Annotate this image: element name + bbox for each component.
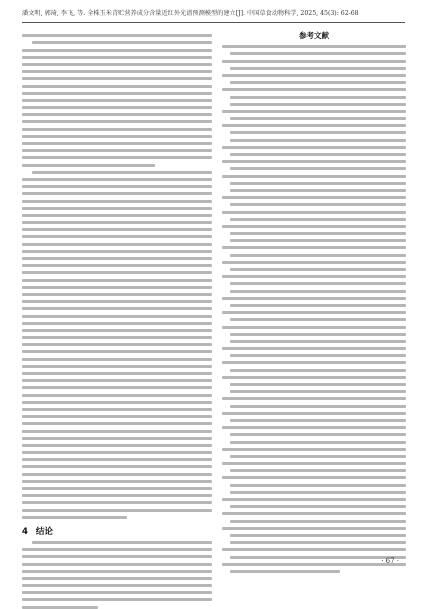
text-line xyxy=(22,185,212,188)
text-line xyxy=(22,358,212,361)
text-line xyxy=(22,372,212,375)
reference-line xyxy=(230,419,406,422)
text-line xyxy=(32,171,212,174)
text-line xyxy=(22,591,212,594)
text-line xyxy=(22,250,212,253)
reference-line xyxy=(222,426,406,429)
text-line xyxy=(22,300,212,303)
reference-line xyxy=(222,160,406,163)
reference-line xyxy=(230,340,406,343)
text-line xyxy=(22,34,212,37)
text-line xyxy=(22,494,212,497)
text-line xyxy=(22,99,212,102)
text-line xyxy=(22,257,212,260)
reference-line xyxy=(230,117,406,120)
text-line xyxy=(22,56,212,59)
reference-line xyxy=(222,548,406,551)
reference-line xyxy=(222,261,406,264)
text-line xyxy=(22,279,212,282)
reference-line xyxy=(222,45,406,48)
text-line xyxy=(22,49,212,52)
reference-line xyxy=(230,556,406,559)
text-line xyxy=(22,444,212,447)
text-line xyxy=(22,458,212,461)
text-line xyxy=(22,286,212,289)
text-line xyxy=(22,555,212,558)
text-line xyxy=(22,577,212,580)
reference-line xyxy=(222,297,406,300)
section-title: 结论 xyxy=(35,526,53,537)
body-column xyxy=(22,30,212,609)
reference-line xyxy=(230,570,340,573)
reference-line xyxy=(230,167,406,170)
text-line xyxy=(22,563,212,566)
text-line xyxy=(22,379,212,382)
text-line xyxy=(22,408,212,411)
reference-line xyxy=(222,527,406,530)
text-line xyxy=(22,516,127,519)
reference-line xyxy=(222,196,406,199)
reference-line xyxy=(230,153,406,156)
reference-line xyxy=(222,326,406,329)
reference-line xyxy=(230,189,406,192)
reference-line xyxy=(222,88,406,91)
text-line xyxy=(22,322,212,325)
text-line xyxy=(22,92,212,95)
text-line xyxy=(22,451,212,454)
reference-line xyxy=(230,139,406,142)
reference-line xyxy=(230,96,406,99)
text-line xyxy=(22,85,212,88)
text-line xyxy=(22,350,212,353)
text-line xyxy=(22,228,212,231)
text-line xyxy=(22,235,212,238)
reference-line xyxy=(222,146,406,149)
references-column xyxy=(222,30,406,573)
reference-line xyxy=(230,268,406,271)
reference-line xyxy=(230,541,406,544)
text-line xyxy=(22,570,212,573)
text-line xyxy=(22,113,212,116)
text-line xyxy=(22,365,212,368)
reference-line xyxy=(230,318,406,321)
text-line xyxy=(22,401,212,404)
reference-line xyxy=(230,232,406,235)
reference-line xyxy=(222,347,406,350)
reference-line xyxy=(230,441,406,444)
text-line xyxy=(22,221,212,224)
section-heading xyxy=(22,525,212,537)
text-line xyxy=(22,480,212,483)
text-line xyxy=(22,487,212,490)
reference-line xyxy=(222,211,406,214)
reference-line xyxy=(222,124,406,127)
reference-line xyxy=(230,239,406,242)
text-line xyxy=(22,430,212,433)
reference-line xyxy=(230,131,406,134)
text-line xyxy=(22,394,212,397)
text-line xyxy=(22,343,212,346)
reference-line xyxy=(222,311,406,314)
text-line xyxy=(22,307,212,310)
reference-line xyxy=(222,512,406,515)
reference-line xyxy=(230,304,406,307)
text-line xyxy=(22,336,212,339)
reference-line xyxy=(230,369,406,372)
reference-line xyxy=(230,484,406,487)
reference-line xyxy=(230,390,406,393)
reference-line xyxy=(230,52,406,55)
reference-line xyxy=(222,74,406,77)
reference-line xyxy=(230,67,406,70)
page-number: · 67 · xyxy=(381,557,399,565)
text-line xyxy=(22,70,212,73)
text-line xyxy=(22,142,212,145)
text-line xyxy=(22,415,212,418)
reference-line xyxy=(230,290,406,293)
text-line xyxy=(22,329,212,332)
reference-line xyxy=(230,254,406,257)
reference-line xyxy=(230,491,406,494)
text-line xyxy=(22,207,212,210)
text-line xyxy=(22,149,212,152)
reference-line xyxy=(222,397,406,400)
text-line xyxy=(22,293,212,296)
text-line xyxy=(22,386,212,389)
reference-line xyxy=(230,383,406,386)
text-line xyxy=(22,501,212,504)
reference-line xyxy=(222,175,406,178)
reference-line xyxy=(222,225,406,228)
reference-line xyxy=(222,60,406,63)
text-line xyxy=(22,548,212,551)
reference-line xyxy=(230,520,406,523)
text-line xyxy=(22,271,212,274)
text-line xyxy=(22,243,212,246)
reference-line xyxy=(230,333,406,336)
text-line xyxy=(22,164,155,167)
text-line xyxy=(22,106,212,109)
reference-line xyxy=(222,412,406,415)
text-line xyxy=(22,465,212,468)
text-line xyxy=(22,214,212,217)
text-line xyxy=(22,509,212,512)
text-line xyxy=(22,156,212,159)
reference-line xyxy=(230,182,406,185)
text-line xyxy=(22,584,212,587)
reference-line xyxy=(230,455,406,458)
reference-line xyxy=(222,275,406,278)
running-header xyxy=(22,8,405,23)
text-line xyxy=(22,598,212,601)
reference-line xyxy=(222,498,406,501)
reference-line xyxy=(222,448,406,451)
references-heading: 参考文献 xyxy=(299,31,329,40)
text-line xyxy=(22,178,212,181)
reference-line xyxy=(230,433,406,436)
text-line xyxy=(22,120,212,123)
reference-line xyxy=(230,405,406,408)
text-line xyxy=(22,422,212,425)
reference-line xyxy=(230,534,406,537)
reference-line xyxy=(230,354,406,357)
text-line xyxy=(22,135,212,138)
text-line xyxy=(22,63,212,66)
text-line xyxy=(22,192,212,195)
reference-line xyxy=(230,469,406,472)
text-line xyxy=(22,437,212,440)
reference-line xyxy=(222,361,406,364)
text-line xyxy=(22,473,212,476)
text-line xyxy=(22,128,212,131)
section-number: 4 xyxy=(22,526,28,537)
reference-line xyxy=(222,476,406,479)
reference-line xyxy=(222,563,406,566)
reference-line xyxy=(230,103,406,106)
text-line xyxy=(22,606,98,609)
text-line xyxy=(22,315,212,318)
text-line xyxy=(22,264,212,267)
reference-line xyxy=(230,505,406,508)
text-line xyxy=(22,200,212,203)
running-head-text: 潘文明, 郭琦, 李飞, 等. 全株玉米青贮营养成分含量近红外光谱预测模型的建立[J]. 中国草食动物科学, 2025, 45(3): 62-68 xyxy=(22,10,359,17)
reference-line xyxy=(222,246,406,249)
reference-line xyxy=(222,110,406,113)
reference-line xyxy=(230,218,406,221)
text-line xyxy=(32,41,212,44)
reference-line xyxy=(222,376,406,379)
text-line xyxy=(32,541,212,544)
reference-line xyxy=(230,282,406,285)
reference-line xyxy=(222,462,406,465)
reference-line xyxy=(230,81,406,84)
text-line xyxy=(22,77,212,80)
reference-line xyxy=(230,203,406,206)
